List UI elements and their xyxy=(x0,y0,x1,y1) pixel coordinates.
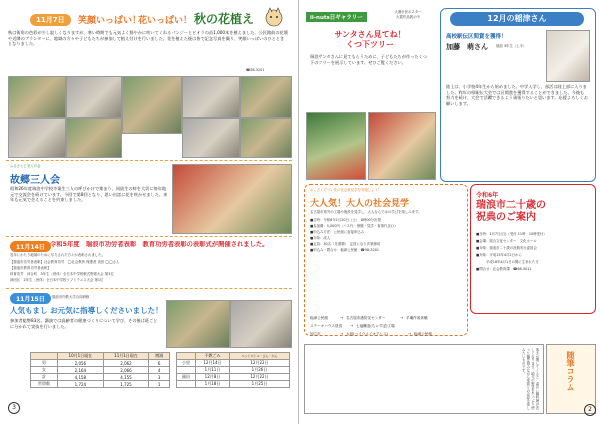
award-line-4: 神田区 2年生（団体）全日本中学校ソフトテニス大会 第1位 xyxy=(10,278,104,282)
table-cell: 計 xyxy=(31,374,58,381)
flower-photo-1 xyxy=(8,76,66,118)
table-cell: 1,725 xyxy=(103,381,149,388)
society-item-1: ■日時：令和6年1月20日（土） 8時00分出発 xyxy=(310,218,381,222)
award-title: 令和5年度 瑞浪市功労者表彰 教育功労者表彰の表彰式が開催されました。 xyxy=(50,241,269,248)
table-header-cell: ペットボトル・びん・かん xyxy=(229,353,289,360)
study-photo-1 xyxy=(166,300,230,348)
society-item-6: ■申込み・問合せ：稲津公民館 ☎58-3201 xyxy=(310,248,380,252)
furusato-photo xyxy=(172,164,292,234)
study-heading-small: 瑞浪市内教大学合同研修 xyxy=(52,295,90,299)
table-header-cell: 10月1日現在 xyxy=(58,353,104,360)
society-item-4: ■対象：成人 xyxy=(310,236,331,240)
route-stop: 知立市 xyxy=(310,332,321,336)
flower-title-1: 笑顔いっぱい！ xyxy=(78,16,142,26)
table-cell: 4 xyxy=(149,367,170,374)
award-body: 長年にわたり地域のために尽力された方々が表彰されました。 xyxy=(10,253,105,257)
table-header-cell: 不燃ごみ xyxy=(196,353,230,360)
table-cell: 1月26日 xyxy=(229,367,289,374)
flower-title-3: 秋の花植え xyxy=(194,12,255,26)
table-cell: 小里 xyxy=(177,360,196,367)
table-header-row xyxy=(31,353,170,360)
table-cell: 4,155 xyxy=(103,374,149,381)
page-number: 2 xyxy=(584,404,596,416)
table-header-row xyxy=(177,353,290,360)
profile-grade: 瑞浪 3年生（上半） xyxy=(496,44,527,48)
study-title: 人気もまし お元気に指導しくださいました！ xyxy=(10,306,163,315)
gallery-photo-2 xyxy=(368,112,436,180)
ceremony-line-6: ■問合せ：社会教育課 ☎68-3011 xyxy=(476,267,532,271)
ceremony-line-5: 平成16年4月1日の間に生まれた方 xyxy=(486,260,539,264)
society-body: 名古屋市郊外の工場や施設を見学し、大人ならではの学びを楽しみます。 xyxy=(310,210,422,214)
section-divider xyxy=(6,288,292,289)
page-number: 3 xyxy=(8,402,20,414)
table-row xyxy=(177,374,290,381)
route-stop: 稲津公民館 xyxy=(310,316,328,320)
route-stop: 大垣(ハイウエイオアシス) xyxy=(346,332,388,336)
table-header-cell: 増減 xyxy=(149,353,170,360)
furusato-body: 昭和26年度瑞浪中学校卒業生三人の呼びかけで集まり、同級生の絆を大切に毎年地元で交流会を続けています。今回で第8回となり、思い出話に花を咲かせました。来年も元気で会えることを約束しました。 xyxy=(10,186,168,203)
profile-body: 陸上は、小学校4年生から始めました。中学入学し、部活は陸上部に入りました。昨年の県駅伝大会では区間賞を獲得することができました。今後も努力を続け、大会で活躍できるよう頑張りたいと思います。応援よろしくお願いします。 xyxy=(446,84,588,106)
flower-body: 秋は街角の色彩が少し寂しくなりますが、寒い時期でも元気よく鮮やかに咲いてくれるパンジーとビオラの苗1,000本を植えました。公民館前の花壇や近隣のプランターに、地域の方々や子どもたちが参加して植え付けを行いました。花を植えた後は皆で記念写真を撮り、笑顔いっぱいのひとときとなりました。 xyxy=(8,30,288,47)
gallery-body: 瑞浪サンタさんに見てもらうために、子どもたちが作ったくつ下のツリーを展示しています。ぜひご覧ください。 xyxy=(310,54,427,65)
route-arrow-icon: → xyxy=(340,332,344,336)
society-item-2: ■参加費：5,000円（バス代・保険・見学・食事代含む） xyxy=(310,224,398,228)
study-date-tag: 11月15日 xyxy=(10,293,51,304)
flower-photo-7 xyxy=(66,118,122,158)
table-cell: 1,724 xyxy=(58,381,104,388)
table-cell xyxy=(177,367,196,374)
table-cell xyxy=(177,381,196,388)
table-header-cell xyxy=(31,353,58,360)
study-photo-2 xyxy=(230,300,292,348)
table-cell: 副田 xyxy=(177,374,196,381)
column-body: 寒さが増してくると、温かい鍋料理が恋しくなります。地元の野菜をたっぷり使った鍋を囲みながら家族との会話を楽しみたいものです。 xyxy=(521,348,539,410)
section-divider xyxy=(6,160,292,161)
newsletter-page-2 xyxy=(300,0,600,424)
table-cell: 女 xyxy=(31,367,58,374)
route-stop: ステーキハウス昼食 xyxy=(310,324,343,328)
profile-school: 高校駅伝区間賞を獲得！ xyxy=(446,34,507,40)
society-title: 大人気！大人の社会見学 xyxy=(310,199,410,209)
cat-illustration-icon xyxy=(262,6,286,28)
garbage-schedule-table xyxy=(176,352,290,388)
route-arrow-icon: → xyxy=(340,316,344,320)
table-cell: 4,158 xyxy=(58,374,104,381)
award-line-3: 体育功労 河合町 3年生（団体）全日本中学校軟式野球大会 第3位 xyxy=(10,272,114,276)
profile-photo xyxy=(546,30,590,82)
route-stop: 羊羹作成体験 xyxy=(406,316,428,320)
table-row xyxy=(31,367,170,374)
table-cell: 2,056 xyxy=(58,360,104,367)
flower-contact: ☎58-3201 xyxy=(246,68,265,72)
profile-name: 加藤 萌さん xyxy=(446,43,488,51)
table-cell: 12月22日 xyxy=(229,374,289,381)
gallery-sub: 大湫市民ポスター 大賞作品展示中 xyxy=(394,10,422,19)
furusato-title: 故郷三人会 xyxy=(10,175,60,186)
gallery-title: サンタさん見てね！ くつ下ツリー xyxy=(334,30,406,49)
flower-date-tag: 11月7日 xyxy=(30,14,71,26)
route-stop: 稲津公民館 xyxy=(414,332,432,336)
table-cell: 2,062 xyxy=(103,360,149,367)
flower-photo-4 xyxy=(182,76,240,118)
society-item-3: ■申込み方法：公民館に直接申込み xyxy=(310,230,365,234)
ceremony-line-4: ■対象：平成15年4月2日から xyxy=(476,253,522,257)
table-cell: 世帯数 xyxy=(31,381,58,388)
gallery-badge: ii-nuts日ギャラリー xyxy=(306,12,367,22)
flower-photo-9 xyxy=(240,118,292,158)
table-row xyxy=(177,360,290,367)
ceremony-era: 令和6年 xyxy=(476,192,499,199)
table-row xyxy=(177,381,290,388)
ceremony-line-2: ■会場：総合文化センター 文化ホール xyxy=(476,239,537,243)
population-table xyxy=(30,352,170,388)
flower-photo-6 xyxy=(8,118,66,158)
table-row xyxy=(177,367,290,374)
table-header-cell xyxy=(177,353,196,360)
society-item-5: ■定員：30名（先着順） 定員になり次第締切 xyxy=(310,242,381,246)
flower-photo-8 xyxy=(182,118,240,158)
column-title: 随筆コラム xyxy=(566,351,575,391)
newsletter-page-3 xyxy=(0,0,299,424)
table-cell: 1月25日 xyxy=(229,381,289,388)
table-cell: 1 xyxy=(149,381,170,388)
table-cell: 1月18日 xyxy=(196,381,230,388)
award-date-tag: 11月14日 xyxy=(10,241,51,252)
award-line-1: 【瑞浪市功労者表彰】社会教育功労 ◯社会教育 保護者 須田 ◯◯さん xyxy=(10,260,120,264)
study-body: 参加者総勢83名。講演では高齢者の健康づくりについて学び、その後は班ごとに分かれて実技を行いました。 xyxy=(10,318,158,329)
flower-photo-3 xyxy=(122,76,182,134)
gallery-photo-1 xyxy=(306,112,366,180)
furusato-heading-small: ふるさとじまんの会 xyxy=(10,164,41,168)
award-line-2: 【瑞浪市教育功労者表彰】 xyxy=(10,266,51,270)
table-cell: 6 xyxy=(149,360,170,367)
table-row xyxy=(31,381,170,388)
table-header-cell: 11月1日現在 xyxy=(103,353,149,360)
society-small: おこさくだつい先の社会科見学を実施しよう！ xyxy=(310,188,382,192)
ceremony-line-1: ■日時：1月7日(日)（受付 11時 10時受付） xyxy=(476,232,547,236)
table-cell: 男 xyxy=(31,360,58,367)
route-stop: 七福醸造(ちゃすぽ)工場 xyxy=(356,324,395,328)
flower-photo-5 xyxy=(240,76,292,118)
column-text-box xyxy=(304,344,544,414)
table-cell: 3 xyxy=(149,374,170,381)
route-arrow-icon: → xyxy=(400,316,404,320)
profile-heading: 12月の稲津さん xyxy=(450,12,584,26)
table-row xyxy=(31,360,170,367)
table-cell: 2,066 xyxy=(103,367,149,374)
table-cell: 12月22日 xyxy=(229,360,289,367)
ceremony-line-3: ■対象：瑞浪市二十歳の祝典実行委員会 xyxy=(476,246,537,250)
table-cell: 2,164 xyxy=(58,367,104,374)
route-stop: 名古屋市港防災センター xyxy=(346,316,386,320)
table-cell: 12月14日 xyxy=(196,360,230,367)
table-row xyxy=(31,374,170,381)
table-cell: 1月11日 xyxy=(196,367,230,374)
flower-photo-2 xyxy=(66,76,122,118)
route-arrow-icon: → xyxy=(408,332,412,336)
route-arrow-icon: → xyxy=(350,324,354,328)
ceremony-title: 瑞浪市二十歳の 祝典のご案内 xyxy=(476,200,546,223)
table-cell: 12月8日 xyxy=(196,374,230,381)
flower-title-2: 花いっぱい！ xyxy=(138,16,193,26)
section-divider xyxy=(6,236,292,237)
